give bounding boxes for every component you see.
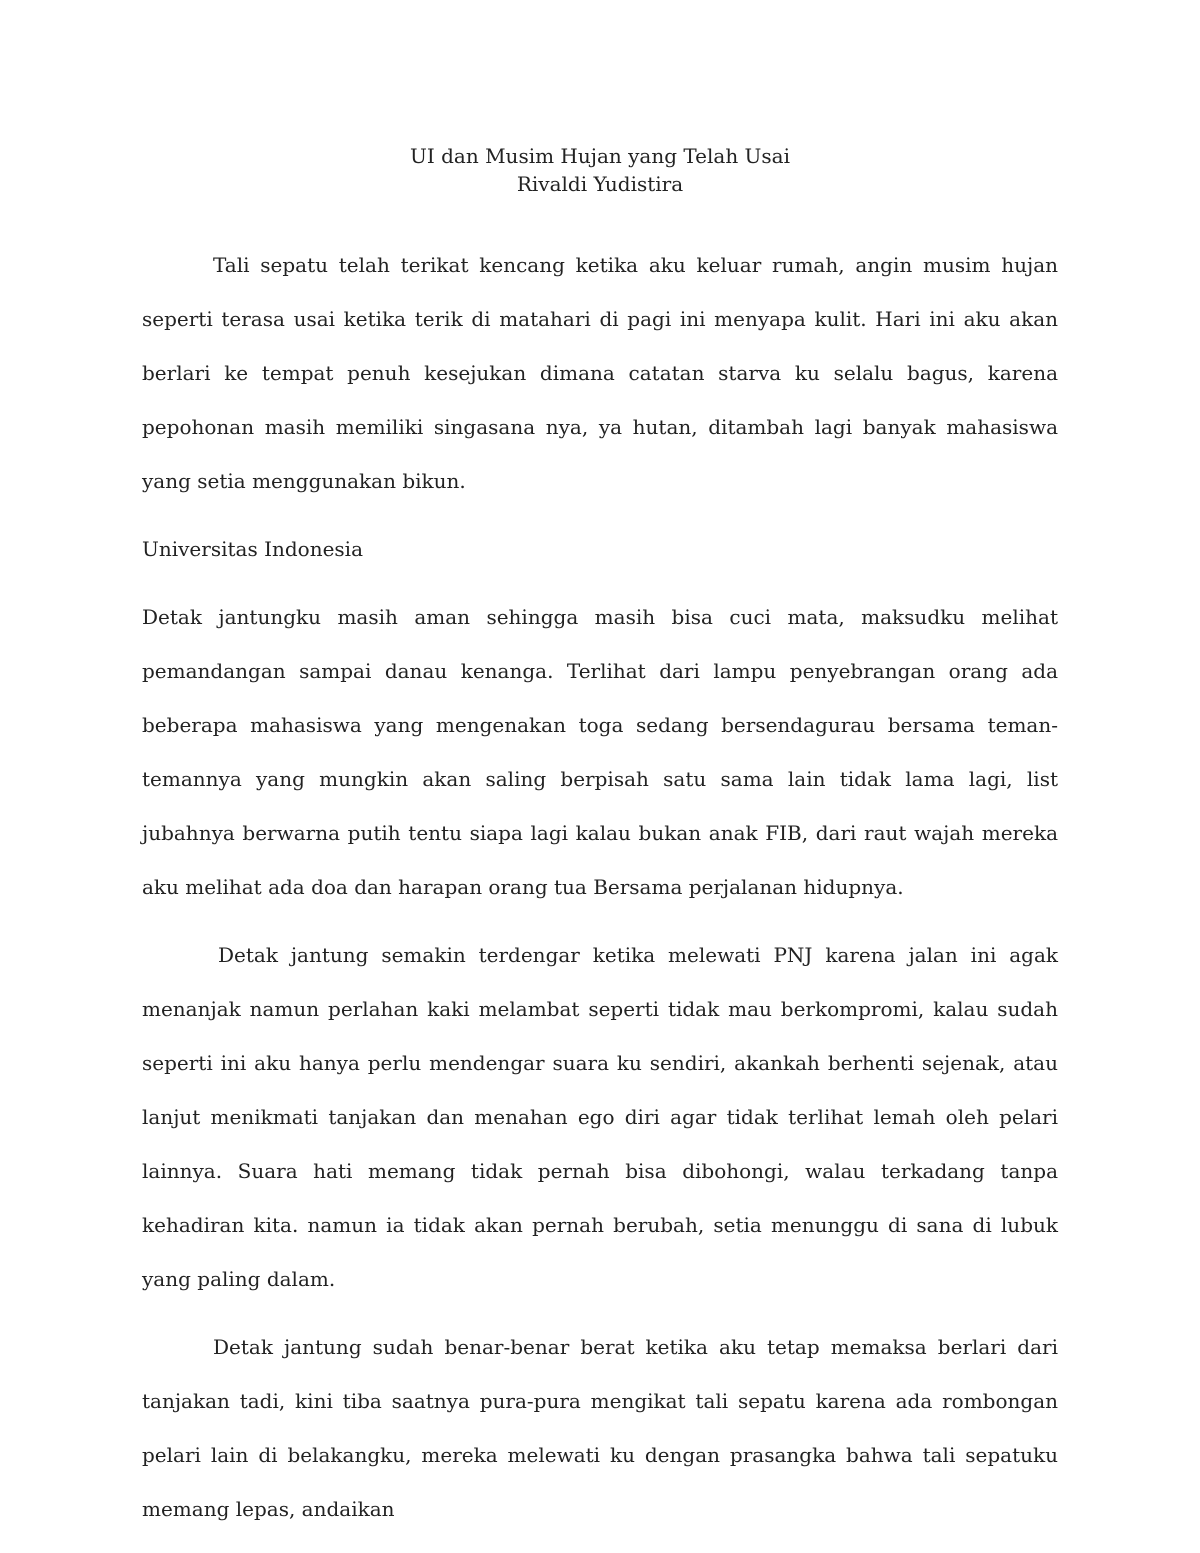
paragraph-2: Detak jantungku masih aman sehingga masih bisa cuci mata, maksudku melihat pemandangan sampai danau kenanga. Terlihat dari lampu penyebrangan orang ada beberapa mahasiswa yang mengenakan toga sedang bersendagurau bersama teman-temannya yang mungkin akan saling berpisah satu sama lain tidak lama lagi, list jubahnya berwarna putih tentu siapa lagi kalau bukan anak FIB, dari raut wajah mereka aku melihat ada doa dan harapan orang tua Bersama perjalanan hidupnya.: [142, 605, 1058, 899]
paragraph-4: Detak jantung sudah benar-benar berat ketika aku tetap memaksa berlari dari tanjakan tadi, kini tiba saatnya pura-pura mengikat tali sepatu karena ada rombongan pelari lain di belakangku, mereka melewati ku dengan prasangka bahwa tali sepatuku memang lepas, andaikan: [142, 1335, 1058, 1521]
title-block: [142, 142, 1058, 198]
paragraph-1: Tali sepatu telah terikat kencang ketika aku keluar rumah, angin musim hujan seperti terasa usai ketika terik di matahari di pagi ini menyapa kulit. Hari ini aku akan berlari ke tempat penuh kesejukan dimana catatan starva ku selalu bagus, karena pepohonan masih memiliki singasana nya, ya hutan, ditambah lagi banyak mahasiswa yang setia menggunakan bikun.: [142, 253, 1058, 493]
paragraph-3: Detak jantung semakin terdengar ketika melewati PNJ karena jalan ini agak menanjak namun perlahan kaki melambat seperti tidak mau berkompromi, kalau sudah seperti ini aku hanya perlu mendengar suara ku sendiri, akankah berhenti sejenak, atau lanjut menikmati tanjakan dan menahan ego diri agar tidak terlihat lemah oleh pelari lainnya. Suara hati memang tidak pernah bisa dibohongi, walau terkadang tanpa kehadiran kita. namun ia tidak akan pernah berubah, setia menunggu di sana di lubuk yang paling dalam.: [142, 943, 1058, 1291]
document-author: Rivaldi Yudistira: [516, 172, 684, 196]
document-body: [142, 238, 1058, 1536]
document-title: UI dan Musim Hujan yang Telah Usai: [410, 144, 790, 168]
section-heading: Universitas Indonesia: [142, 537, 363, 561]
